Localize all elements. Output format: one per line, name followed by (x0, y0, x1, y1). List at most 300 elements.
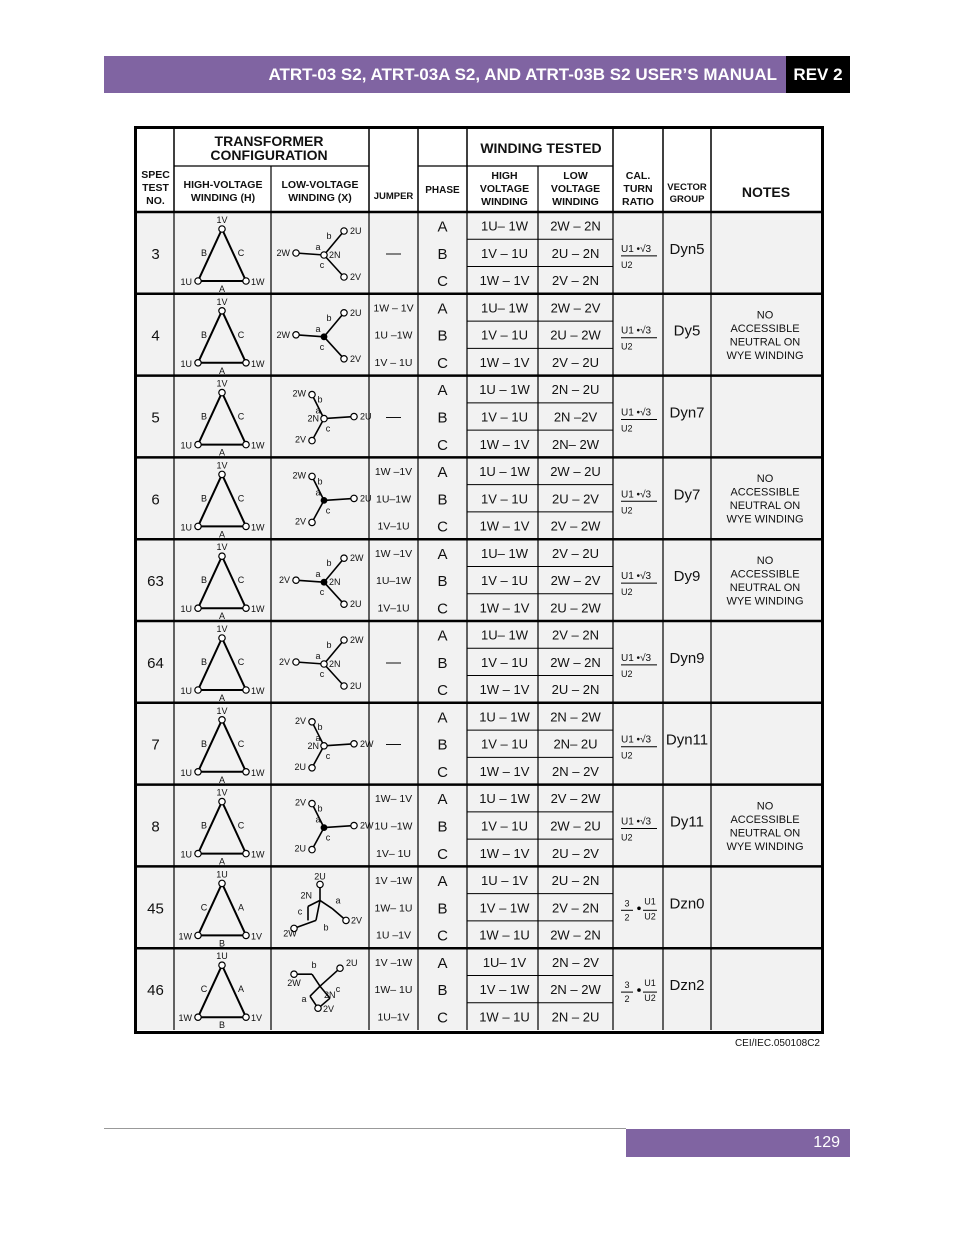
spec-test-number: 8 (151, 818, 160, 836)
wye-neutral-terminal (321, 743, 327, 749)
delta-label: 1W (178, 1013, 192, 1024)
notes-text: ACCESSIBLE (730, 322, 800, 335)
turn-ratio-formula: U1 •√3 (621, 816, 652, 828)
delta-label: 1W (251, 277, 265, 287)
zigzag-phase-letter: c (297, 906, 303, 917)
low-voltage-pair: 2W – 2U (550, 818, 601, 834)
jumper-value: — (386, 408, 401, 426)
wye-label: 2N (329, 659, 341, 669)
notes-text: NEUTRAL ON (729, 336, 801, 349)
low-voltage-pair: 2W – 2U (550, 464, 601, 480)
delta-label: B (200, 657, 208, 667)
wye-terminal (351, 741, 357, 747)
delta-label: 1U (180, 767, 192, 778)
zigzag-phase-letter: a (335, 895, 341, 906)
wye-terminal (309, 800, 315, 806)
low-voltage-header: VOLTAGE (550, 183, 601, 195)
phase-value: A (437, 627, 448, 645)
transformer-config-header: TRANSFORMER (214, 133, 324, 149)
wye-phase-letter: c (325, 750, 331, 761)
turn-ratio-formula: U1 •√3 (621, 734, 652, 746)
jumper-value: 1V –1W (374, 956, 413, 969)
wye-label: 2W (350, 635, 364, 645)
wye-phase-letter: c (325, 423, 331, 434)
delta-terminal (195, 932, 201, 938)
delta-label: 1V (216, 215, 228, 225)
zigzag-terminal (291, 971, 297, 977)
delta-label: 1V (251, 931, 263, 942)
wye-terminal (309, 391, 315, 397)
spec-test-number: 4 (151, 327, 160, 345)
wye-label: 2U (360, 411, 372, 422)
low-voltage-pair: 2U – 2W (550, 327, 601, 343)
phase-value: B (437, 409, 448, 427)
delta-terminal (195, 523, 201, 529)
jumper-value: — (386, 244, 401, 262)
winding-tested-header: WINDING TESTED (480, 140, 602, 156)
delta-label: A (237, 984, 245, 995)
jumper-value: 1U–1V (377, 1011, 410, 1024)
high-voltage-pair: 1U – 1W (479, 464, 530, 480)
jumper-value: 1W – 1V (373, 302, 414, 315)
low-voltage-pair: 2U – 2N (551, 245, 600, 261)
phase-value: C (437, 927, 448, 945)
vector-group-value: Dyn7 (669, 404, 705, 422)
delta-label: 1V (216, 542, 228, 553)
delta-label: 1U (180, 522, 192, 533)
wye-phase-letter: c (325, 505, 331, 516)
lv-winding-header: WINDING (X) (288, 192, 352, 204)
ratio-multiply-dot (637, 907, 641, 911)
low-voltage-header: WINDING (552, 196, 599, 208)
notes-text: WYE WINDING (726, 595, 804, 608)
delta-label: C (237, 575, 245, 586)
delta-label: B (200, 820, 208, 831)
wye-terminal (341, 274, 347, 280)
wye-label: 2U (350, 226, 362, 236)
jumper-value: 1W –1V (374, 466, 413, 479)
wye-terminal (341, 601, 347, 607)
low-voltage-pair: 2V – 2U (552, 354, 599, 370)
spec-test-number: 3 (151, 245, 160, 263)
wye-neutral-dot (321, 579, 328, 586)
delta-label: C (237, 820, 245, 831)
turn-ratio-formula: 3 (624, 898, 630, 909)
delta-label: 1U (180, 440, 192, 451)
vector-group-value: Dy9 (673, 568, 701, 586)
wye-label: 2N (307, 413, 319, 424)
low-voltage-pair: 2U – 2V (552, 491, 599, 507)
wye-label: 2V (294, 715, 306, 726)
high-voltage-pair: 1V – 1W (479, 982, 530, 998)
wye-terminal (309, 519, 315, 525)
delta-label: 1W (251, 686, 265, 696)
turn-ratio-formula: U2 (621, 341, 633, 352)
phase-value: C (437, 273, 448, 291)
delta-label: B (200, 248, 208, 258)
turn-ratio-formula: U2 (644, 911, 656, 922)
vector-group-value: Dzn2 (669, 977, 705, 995)
wye-label: 2U (350, 307, 362, 318)
wye-label: 2W (292, 388, 306, 399)
wye-phase-letter: a (315, 814, 321, 825)
high-voltage-pair: 1U– 1W (481, 300, 528, 316)
wye-label: 2V (350, 353, 362, 364)
delta-label: C (237, 738, 245, 749)
high-voltage-pair: 1W – 1V (479, 354, 530, 370)
high-voltage-pair: 1W – 1V (479, 682, 530, 698)
low-voltage-pair: 2W – 2N (550, 654, 601, 670)
wye-phase-letter: a (315, 405, 321, 416)
jumper-value: 1W –1V (374, 547, 413, 560)
notes-text: NO (756, 554, 774, 567)
delta-label: 1W (251, 849, 265, 860)
high-voltage-pair: 1V – 1U (481, 327, 528, 343)
jumper-value: 1U –1W (374, 329, 413, 342)
phase-value: B (437, 736, 448, 754)
high-voltage-pair: 1W – 1V (479, 763, 530, 779)
high-voltage-pair: 1U– 1W (481, 545, 528, 561)
low-voltage-pair: 2N –2V (553, 409, 598, 425)
high-voltage-pair: 1V – 1U (481, 818, 528, 834)
wye-label: 2N (329, 250, 341, 260)
wye-label: 2U (350, 599, 362, 610)
lv-winding-header: LOW-VOLTAGE (281, 179, 359, 191)
jumper-value: 1U –1V (375, 929, 412, 942)
low-voltage-pair: 2N – 2U (551, 382, 600, 398)
jumper-value: 1U–1W (375, 493, 412, 506)
vector-group-value: Dzn0 (669, 895, 705, 913)
page-header (104, 56, 850, 93)
zigzag-terminal (315, 1005, 321, 1011)
wye-terminal (309, 473, 315, 479)
phase-value: A (437, 464, 448, 482)
delta-label: C (237, 493, 245, 504)
zigzag-phase-letter: b (311, 960, 317, 971)
spec-test-number: 45 (147, 900, 164, 918)
phase-value: A (437, 545, 448, 563)
wye-phase-letter: a (315, 651, 321, 661)
jumper-value: 1V–1U (377, 602, 410, 615)
low-voltage-pair: 2V – 2U (552, 545, 599, 561)
phase-value: B (437, 900, 448, 918)
vector-group-header: VECTOR (667, 182, 707, 193)
low-voltage-pair: 2N– 2U (553, 736, 598, 752)
low-voltage-pair: 2U – 2N (551, 682, 600, 698)
wye-label: 2V (278, 575, 290, 586)
high-voltage-pair: 1U– 1W (481, 218, 528, 234)
turn-ratio-formula: U2 (621, 587, 633, 598)
wye-neutral-dot (321, 824, 328, 831)
delta-terminal (243, 441, 249, 447)
spec-test-number: 63 (147, 573, 164, 591)
delta-terminal (219, 717, 225, 723)
turn-ratio-formula: U1 •√3 (621, 489, 652, 501)
delta-terminal (243, 605, 249, 611)
high-voltage-pair: 1V – 1U (481, 409, 528, 425)
wye-terminal (341, 228, 347, 234)
low-voltage-pair: 2U – 2W (550, 600, 601, 616)
wye-label: 2V (294, 797, 306, 808)
wye-terminal (351, 822, 357, 828)
notes-header: NOTES (741, 184, 791, 200)
delta-label: 1V (251, 1013, 263, 1024)
transformer-config-header: CONFIGURATION (210, 147, 328, 163)
wye-phase-letter: b (326, 558, 332, 569)
high-voltage-pair: 1W – 1U (479, 1009, 530, 1025)
wye-neutral-dot (321, 333, 328, 340)
phase-value: C (437, 682, 448, 700)
wye-phase-letter: b (317, 394, 323, 405)
phase-value: A (437, 382, 448, 400)
phase-value: A (437, 300, 448, 318)
jumper-value: 1W– 1U (374, 902, 413, 915)
wye-label: 2V (294, 516, 306, 527)
phase-value: C (437, 600, 448, 618)
turn-ratio-header: CAL. (625, 170, 651, 182)
delta-label: 1W (251, 604, 265, 615)
delta-terminal (195, 769, 201, 775)
wye-phase-letter: c (319, 669, 325, 679)
wye-terminal (341, 356, 347, 362)
wye-terminal (351, 413, 357, 419)
turn-ratio-formula: 3 (624, 980, 630, 991)
delta-label: 1V (216, 705, 228, 716)
turn-ratio-header: TURN (623, 183, 653, 195)
delta-label: 1V (216, 787, 228, 798)
wye-terminal (309, 719, 315, 725)
wye-label: 2V (350, 272, 362, 282)
delta-label: B (200, 738, 208, 749)
delta-terminal (243, 278, 249, 284)
jumper-value: 1V– 1U (375, 847, 412, 860)
delta-terminal (219, 798, 225, 804)
notes-text: NEUTRAL ON (729, 581, 801, 594)
figure-caption: CEI/IEC.050108C2 (734, 1038, 820, 1049)
wye-label: 2W (292, 470, 306, 481)
delta-label: B (200, 329, 208, 340)
zigzag-label: 2V (323, 1004, 335, 1015)
low-voltage-pair: 2U – 2V (552, 845, 599, 861)
wye-label: 2U (294, 843, 306, 854)
wye-terminal (341, 555, 347, 561)
zigzag-phase-letter: c (335, 984, 341, 995)
zigzag-label: 2N (300, 890, 312, 901)
notes-text: NEUTRAL ON (729, 827, 801, 840)
zigzag-label: 2W (283, 928, 297, 939)
jumper-value: — (386, 653, 401, 671)
low-voltage-pair: 2N– 2W (552, 436, 599, 452)
notes-text: NO (756, 800, 774, 813)
turn-ratio-formula: U1 (644, 978, 656, 989)
jumper-header: JUMPER (373, 191, 414, 202)
high-voltage-pair: 1W – 1V (479, 518, 530, 534)
delta-terminal (195, 850, 201, 856)
delta-terminal (195, 1014, 201, 1020)
phase-value: C (437, 1009, 448, 1027)
jumper-value: 1V–1U (377, 520, 410, 533)
delta-label: C (237, 657, 245, 667)
delta-terminal (219, 635, 225, 641)
phase-value: B (437, 573, 448, 591)
table-svg (137, 129, 821, 1031)
delta-label: C (237, 248, 245, 258)
high-voltage-pair: 1W – 1V (479, 845, 530, 861)
wye-label: 2U (350, 681, 362, 691)
phase-value: A (437, 218, 448, 236)
jumper-value: 1U–1W (375, 575, 412, 588)
delta-label: 1W (178, 931, 192, 942)
vector-group-value: Dy11 (670, 813, 704, 831)
high-voltage-pair: 1W – 1V (479, 273, 530, 289)
delta-label: 1U (216, 869, 228, 880)
page-number: 129 (626, 1129, 850, 1157)
delta-terminal (219, 880, 225, 886)
high-voltage-pair: 1W – 1V (479, 436, 530, 452)
high-voltage-pair: 1U – 1V (481, 873, 528, 889)
wye-phase-letter: b (317, 721, 323, 732)
low-voltage-pair: 2V – 2N (552, 627, 599, 643)
delta-label: B (218, 938, 226, 949)
wye-label: 2U (294, 761, 306, 772)
delta-terminal (219, 962, 225, 968)
high-voltage-pair: 1W – 1V (479, 600, 530, 616)
turn-ratio-formula: U2 (621, 668, 633, 679)
phase-value: C (437, 518, 448, 536)
vector-group-value: Dyn11 (665, 731, 709, 749)
notes-text: WYE WINDING (726, 840, 804, 853)
spec-test-number: 6 (151, 491, 160, 509)
delta-label: 1U (216, 951, 228, 962)
zigzag-phase-letter: b (323, 922, 329, 933)
hv-winding-header: HIGH-VOLTAGE (183, 179, 263, 191)
spec-header: SPEC (141, 169, 170, 181)
phase-value: B (437, 245, 448, 263)
delta-label: A (218, 774, 226, 785)
delta-terminal (195, 360, 201, 366)
turn-ratio-formula: U1 •√3 (621, 652, 652, 664)
high-voltage-pair: 1U – 1W (479, 382, 530, 398)
low-voltage-pair: 2W – 2N (550, 218, 601, 234)
wye-terminal (293, 332, 299, 338)
wye-phase-letter: a (315, 569, 321, 580)
low-voltage-pair: 2U – 2N (551, 873, 600, 889)
wye-terminal (309, 765, 315, 771)
delta-terminal (243, 523, 249, 529)
zigzag-phase-letter: a (301, 994, 307, 1005)
delta-terminal (243, 769, 249, 775)
wye-label: 2W (360, 738, 374, 749)
jumper-value: — (386, 735, 401, 753)
wye-terminal (309, 846, 315, 852)
delta-terminal (219, 553, 225, 559)
phase-value: A (437, 791, 448, 809)
phase-value: A (437, 873, 448, 891)
phase-value: C (437, 354, 448, 372)
low-voltage-pair: 2N – 2V (552, 954, 599, 970)
delta-label: 1V (216, 378, 228, 389)
wye-label: 2N (307, 740, 319, 751)
manual-title: ATRT-03 S2, ATRT-03A S2, AND ATRT-03B S2 USER’S MANUAL (104, 56, 786, 93)
delta-terminal (243, 932, 249, 938)
zigzag-terminal (317, 881, 323, 887)
wye-phase-letter: c (319, 341, 325, 352)
spec-test-number: 46 (147, 982, 164, 1000)
high-voltage-pair: 1U– 1V (482, 954, 527, 970)
zigzag-terminal (337, 965, 343, 971)
high-voltage-pair: 1W – 1U (479, 927, 530, 943)
delta-terminal (195, 441, 201, 447)
low-voltage-header: LOW (563, 170, 588, 182)
high-voltage-pair: 1V – 1U (481, 654, 528, 670)
delta-terminal (195, 278, 201, 284)
delta-label: B (200, 575, 208, 586)
turn-ratio-formula: U1 •√3 (621, 407, 652, 419)
delta-label: B (200, 493, 208, 504)
turn-ratio-formula: U2 (621, 750, 633, 761)
high-voltage-pair: 1U– 1W (481, 627, 528, 643)
delta-label: 1U (180, 604, 192, 615)
delta-label: A (218, 284, 226, 294)
phase-value: A (437, 709, 448, 727)
delta-label: 1V (216, 624, 228, 634)
delta-label: 1V (216, 460, 228, 471)
notes-text: NO (756, 309, 774, 322)
phase-value: B (437, 982, 448, 1000)
vector-group-value: Dyn5 (669, 240, 705, 258)
low-voltage-pair: 2W – 2V (550, 300, 601, 316)
phase-value: B (437, 818, 448, 836)
delta-terminal (243, 1014, 249, 1020)
delta-label: A (218, 447, 226, 458)
zigzag-label: 2U (314, 871, 326, 882)
delta-label: B (200, 411, 208, 422)
wye-phase-letter: b (317, 476, 323, 487)
notes-text: ACCESSIBLE (730, 486, 800, 499)
spec-header: NO. (146, 195, 165, 207)
notes-text: ACCESSIBLE (730, 568, 800, 581)
wye-phase-letter: b (317, 803, 323, 814)
delta-terminal (243, 360, 249, 366)
wye-phase-letter: a (315, 732, 321, 743)
delta-label: C (200, 984, 208, 995)
high-voltage-pair: 1V – 1U (481, 573, 528, 589)
wye-label: 2W (276, 329, 290, 340)
zigzag-label: 2U (346, 958, 358, 969)
wye-label: 2W (350, 553, 364, 564)
wye-label: 2U (360, 493, 372, 504)
phase-value: B (437, 491, 448, 509)
turn-ratio-formula: U2 (621, 259, 633, 270)
phase-value: B (437, 327, 448, 345)
turn-ratio-header: RATIO (622, 196, 654, 208)
delta-label: C (237, 411, 245, 422)
delta-terminal (219, 226, 225, 232)
phase-value: C (437, 763, 448, 781)
delta-label: 1U (180, 358, 192, 369)
low-voltage-pair: 2V – 2W (550, 791, 601, 807)
high-voltage-header: WINDING (481, 196, 528, 208)
jumper-value: 1U –1W (374, 820, 413, 833)
low-voltage-pair: 2N – 2W (550, 709, 601, 725)
delta-label: 1U (180, 686, 192, 696)
delta-label: A (218, 365, 226, 376)
delta-label: C (237, 329, 245, 340)
turn-ratio-formula: 2 (624, 994, 630, 1005)
wye-terminal (309, 437, 315, 443)
notes-text: WYE WINDING (726, 349, 804, 362)
high-voltage-header: HIGH (491, 170, 518, 182)
